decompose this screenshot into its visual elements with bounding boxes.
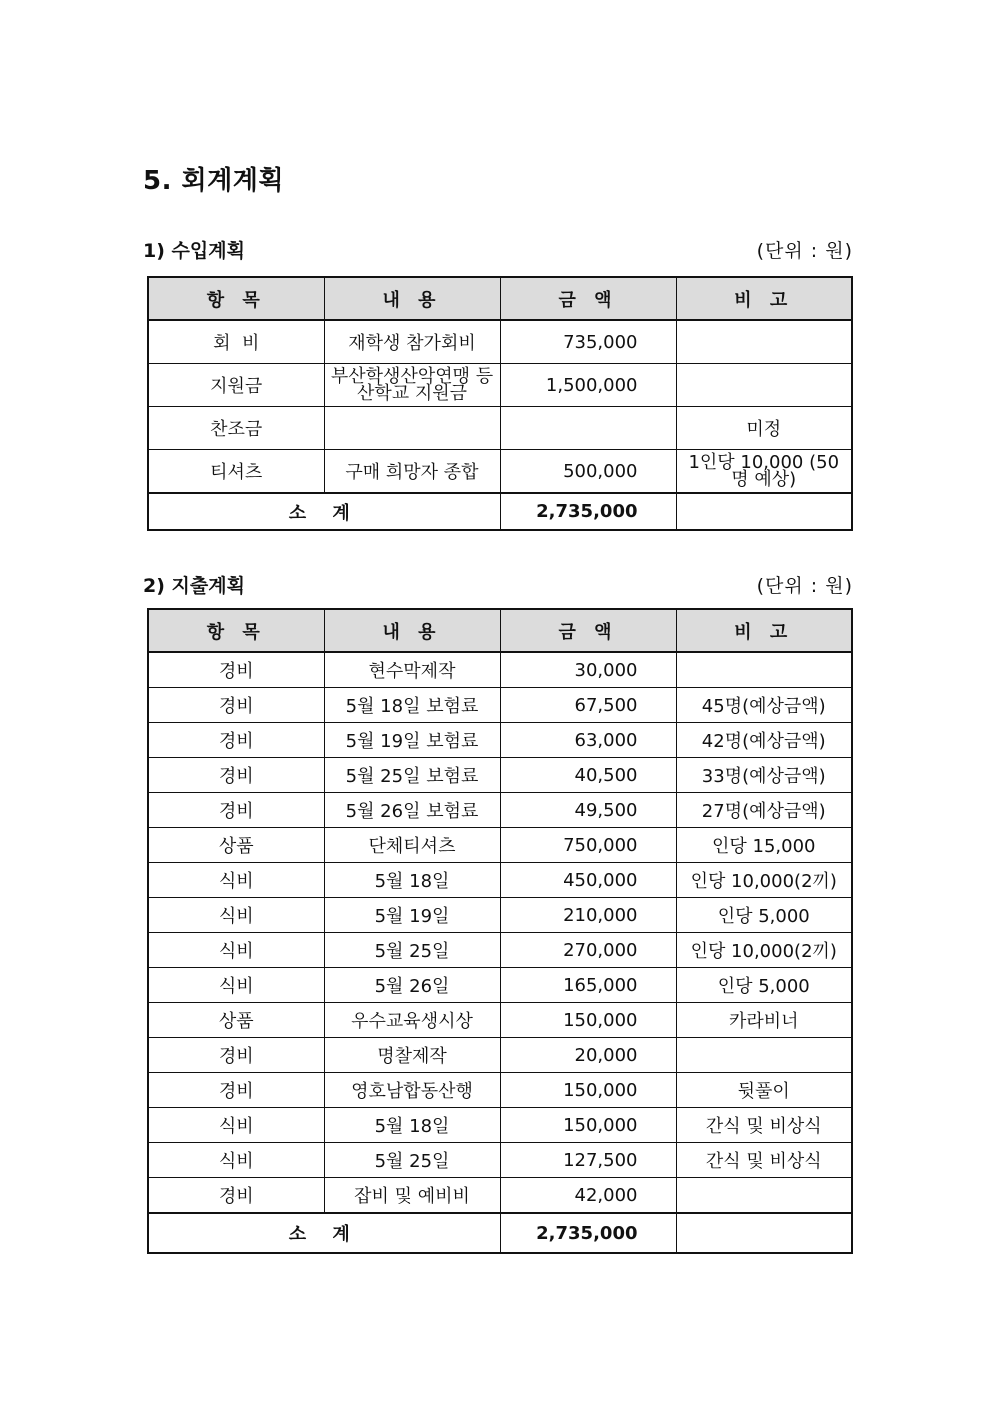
income-table: [147, 276, 853, 531]
expense-header-content: 내 용: [324, 609, 500, 652]
cell-note: 인당 5,000: [676, 898, 852, 933]
cell-content: 5월 19일 보험료: [324, 723, 500, 758]
income-total-note: [676, 493, 852, 530]
cell-note: 카라비너: [676, 1003, 852, 1038]
table-row: [148, 320, 852, 364]
expense-unit-note: (단위 : 원): [756, 575, 853, 597]
table-row: [148, 364, 852, 407]
cell-amount: 500,000: [500, 450, 676, 494]
cell-content: 잡비 및 예비비: [324, 1178, 500, 1214]
cell-note: [676, 1038, 852, 1073]
cell-content: 부산학생산악연맹 등산학교 지원금: [324, 364, 500, 407]
table-row: [148, 1038, 852, 1073]
income-header-note: 비 고: [676, 277, 852, 320]
income-header-amount: 금 액: [500, 277, 676, 320]
income-header-content: 내 용: [324, 277, 500, 320]
table-row: [148, 723, 852, 758]
cell-content: 5월 25일 보험료: [324, 758, 500, 793]
expense-total-amount: 2,735,000: [500, 1213, 676, 1253]
table-row: [148, 1178, 852, 1214]
expense-total-note: [676, 1213, 852, 1253]
cell-amount: 165,000: [500, 968, 676, 1003]
cell-item: 식비: [148, 1108, 324, 1143]
cell-note: 인당 10,000(2끼): [676, 863, 852, 898]
cell-item: 경비: [148, 688, 324, 723]
table-row: [148, 933, 852, 968]
table-row: [148, 1108, 852, 1143]
cell-amount: 735,000: [500, 320, 676, 364]
cell-note: 42명(예상금액): [676, 723, 852, 758]
cell-content: 영호남합동산행: [324, 1073, 500, 1108]
cell-item: 식비: [148, 1143, 324, 1178]
expense-table: [147, 608, 853, 1254]
expense-total-label: 소 계: [148, 1213, 500, 1253]
cell-amount: 150,000: [500, 1073, 676, 1108]
cell-note: 인당 15,000: [676, 828, 852, 863]
cell-content: 단체티셔츠: [324, 828, 500, 863]
cell-note: 인당 5,000: [676, 968, 852, 1003]
cell-item: 경비: [148, 758, 324, 793]
cell-item: 식비: [148, 933, 324, 968]
cell-note: 인당 10,000(2끼): [676, 933, 852, 968]
cell-amount: 30,000: [500, 652, 676, 688]
income-total-amount: 2,735,000: [500, 493, 676, 530]
cell-content: 5월 18일: [324, 1108, 500, 1143]
cell-amount: 150,000: [500, 1003, 676, 1038]
cell-item: 경비: [148, 793, 324, 828]
cell-item: 경비: [148, 1038, 324, 1073]
cell-note: 45명(예상금액): [676, 688, 852, 723]
expense-header-item: 항 목: [148, 609, 324, 652]
cell-amount: 40,500: [500, 758, 676, 793]
cell-content: 5월 19일: [324, 898, 500, 933]
cell-amount: 127,500: [500, 1143, 676, 1178]
table-row: [148, 688, 852, 723]
table-row: [148, 450, 852, 494]
cell-amount: 270,000: [500, 933, 676, 968]
table-row: [148, 828, 852, 863]
table-row: [148, 407, 852, 450]
cell-content: 5월 26일 보험료: [324, 793, 500, 828]
page-title: 5. 회계계획: [143, 166, 284, 196]
cell-item: 지원금: [148, 364, 324, 407]
cell-item: 상품: [148, 1003, 324, 1038]
table-row: [148, 898, 852, 933]
cell-content: 구매 희망자 종합: [324, 450, 500, 494]
table-row: [148, 863, 852, 898]
cell-item: 회 비: [148, 320, 324, 364]
expense-total-row: [148, 1213, 852, 1253]
cell-item: 경비: [148, 723, 324, 758]
cell-note: 뒷풀이: [676, 1073, 852, 1108]
cell-amount: 20,000: [500, 1038, 676, 1073]
cell-item: 식비: [148, 968, 324, 1003]
cell-content: 현수막제작: [324, 652, 500, 688]
cell-note: [676, 364, 852, 407]
cell-item: 티셔츠: [148, 450, 324, 494]
cell-content: 재학생 참가회비: [324, 320, 500, 364]
cell-note: 미정: [676, 407, 852, 450]
cell-note: [676, 320, 852, 364]
expense-heading: 2) 지출계획: [143, 575, 245, 597]
cell-note: 27명(예상금액): [676, 793, 852, 828]
cell-content: [324, 407, 500, 450]
cell-amount: [500, 407, 676, 450]
cell-content: 5월 18일: [324, 863, 500, 898]
cell-content: 5월 25일: [324, 933, 500, 968]
cell-item: 경비: [148, 1073, 324, 1108]
table-row: [148, 652, 852, 688]
income-section-header: [143, 236, 853, 263]
income-header-item: 항 목: [148, 277, 324, 320]
cell-note: 간식 및 비상식: [676, 1108, 852, 1143]
cell-amount: 150,000: [500, 1108, 676, 1143]
cell-amount: 42,000: [500, 1178, 676, 1214]
cell-amount: 63,000: [500, 723, 676, 758]
cell-amount: 1,500,000: [500, 364, 676, 407]
cell-note: 1인당 10,000 (50명 예상): [676, 450, 852, 494]
cell-content: 우수교육생시상: [324, 1003, 500, 1038]
cell-content: 5월 26일: [324, 968, 500, 1003]
cell-content: 명찰제작: [324, 1038, 500, 1073]
cell-amount: 750,000: [500, 828, 676, 863]
income-total-row: [148, 493, 852, 530]
expense-header-row: [148, 609, 852, 652]
cell-item: 상품: [148, 828, 324, 863]
cell-note: [676, 1178, 852, 1214]
cell-content: 5월 18일 보험료: [324, 688, 500, 723]
table-row: [148, 793, 852, 828]
cell-amount: 210,000: [500, 898, 676, 933]
table-row: [148, 1003, 852, 1038]
cell-item: 식비: [148, 863, 324, 898]
cell-item: 경비: [148, 1178, 324, 1214]
cell-note: 33명(예상금액): [676, 758, 852, 793]
expense-header-amount: 금 액: [500, 609, 676, 652]
income-total-label: 소 계: [148, 493, 500, 530]
expense-header-note: 비 고: [676, 609, 852, 652]
income-header-row: [148, 277, 852, 320]
income-heading: 1) 수입계획: [143, 240, 245, 262]
cell-amount: 450,000: [500, 863, 676, 898]
cell-content: 5월 25일: [324, 1143, 500, 1178]
table-row: [148, 1143, 852, 1178]
cell-amount: 67,500: [500, 688, 676, 723]
cell-note: 간식 및 비상식: [676, 1143, 852, 1178]
table-row: [148, 758, 852, 793]
cell-note: [676, 652, 852, 688]
table-row: [148, 968, 852, 1003]
table-row: [148, 1073, 852, 1108]
cell-item: 식비: [148, 898, 324, 933]
cell-amount: 49,500: [500, 793, 676, 828]
cell-item: 경비: [148, 652, 324, 688]
income-unit-note: (단위 : 원): [756, 240, 853, 262]
cell-item: 찬조금: [148, 407, 324, 450]
expense-section-header: [143, 571, 853, 598]
